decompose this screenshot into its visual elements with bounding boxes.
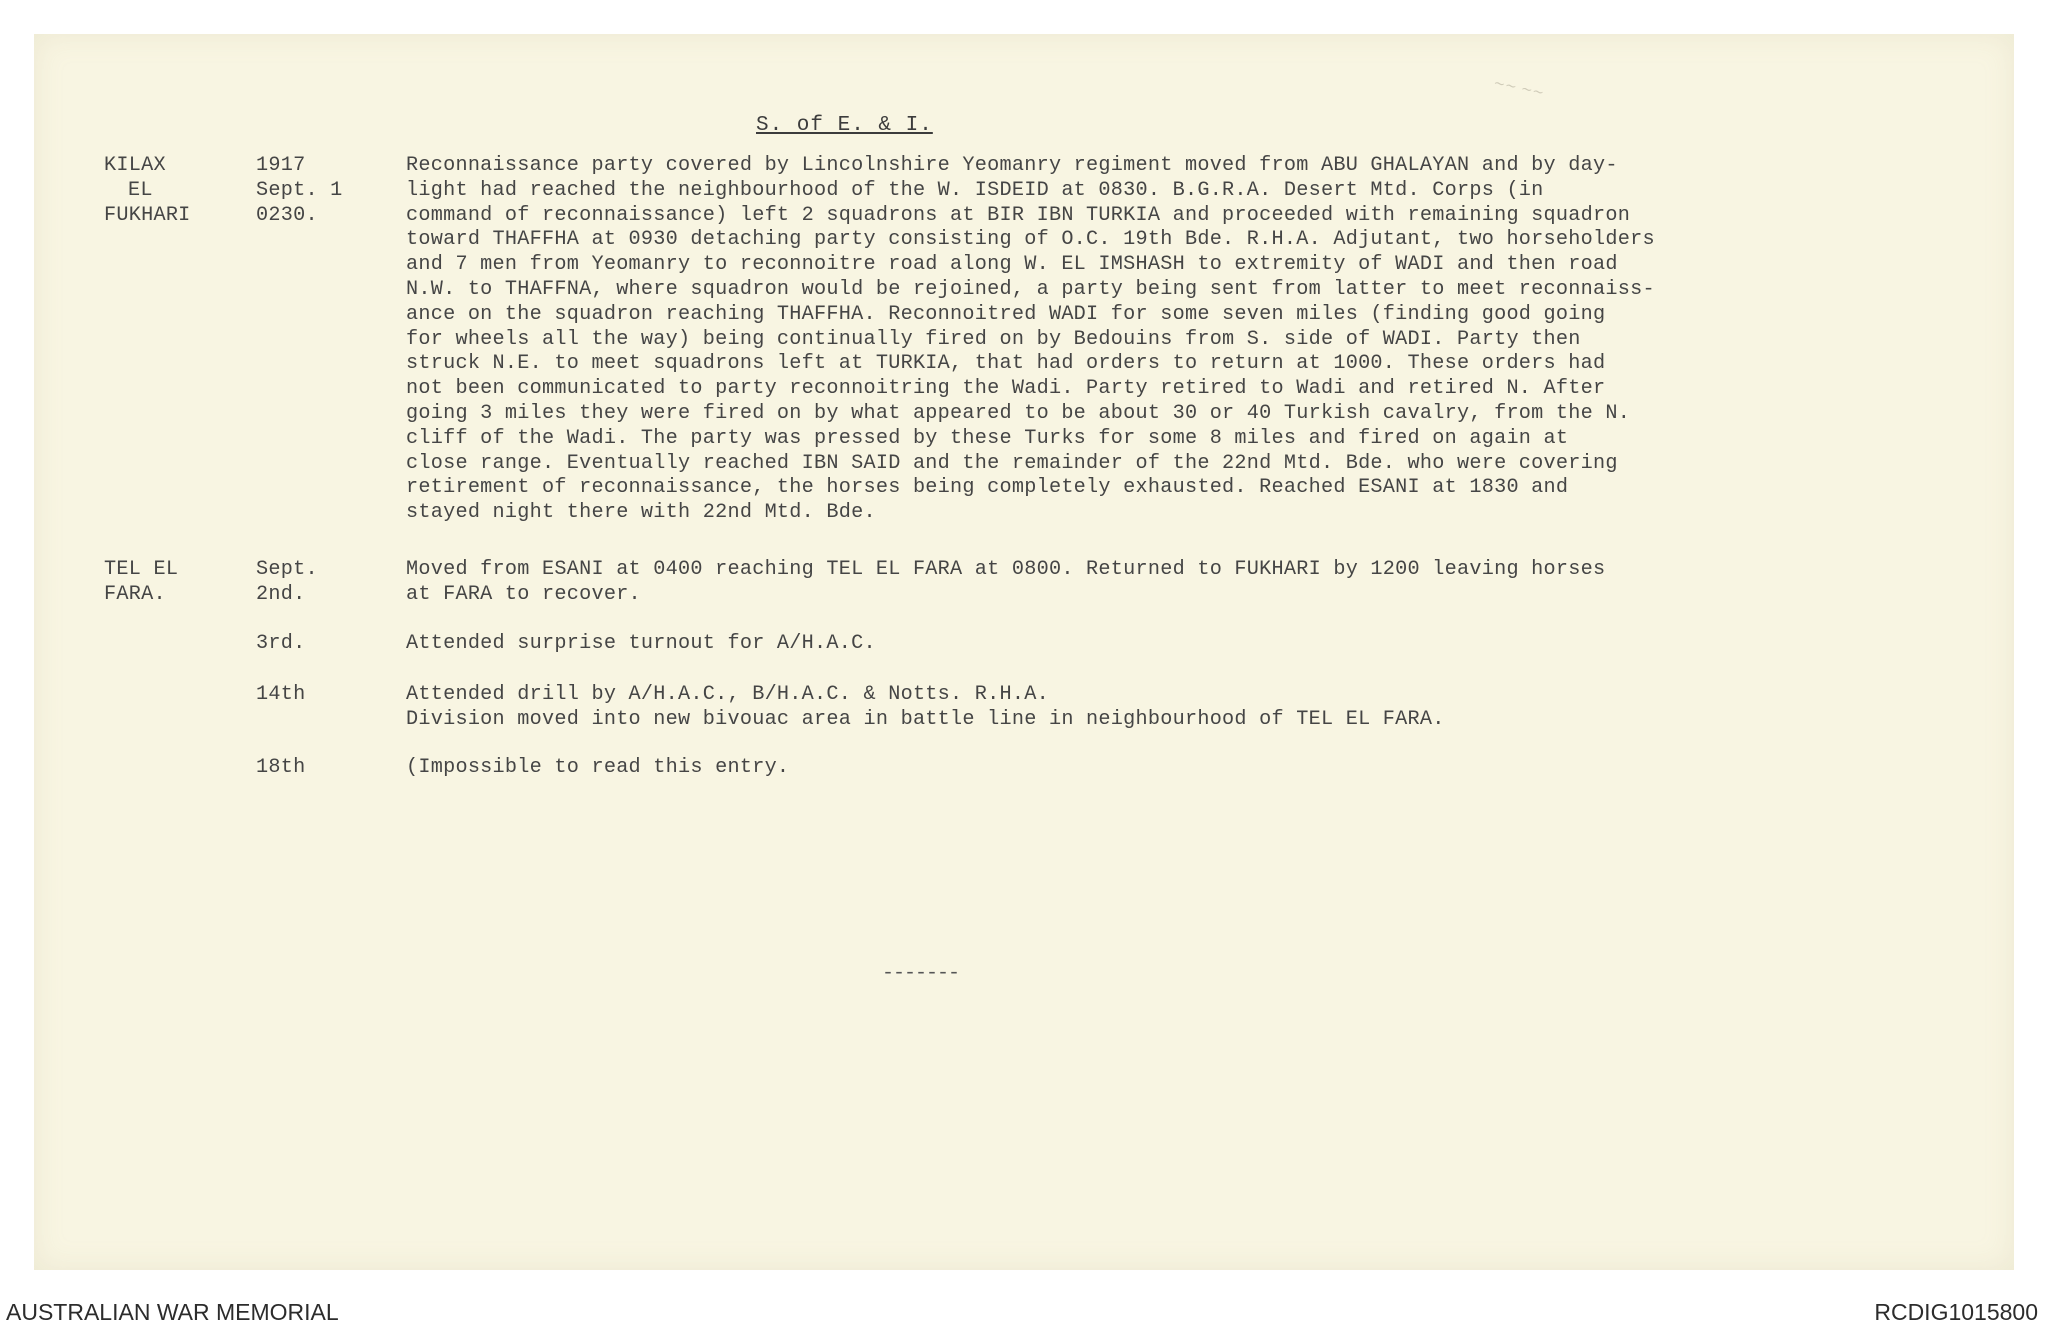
text-line: close range. Eventually reached IBN SAID and the remainder of the 22nd Mtd. Bde. who were covering (406, 451, 1618, 475)
entry-text (406, 683, 1916, 733)
text-line: retirement of reconnaissance, the horses being completely exhausted. Reached ESANI at 1830 and (406, 476, 1569, 500)
document-title: S. of E. & I. (756, 114, 933, 137)
text-line: stayed night there with 22nd Mtd. Bde. (406, 501, 876, 525)
text-line: Moved from ESANI at 0400 reaching TEL EL FARA at 0800. Returned to FUKHARI by 1200 leaving horses (406, 558, 1606, 581)
text-line: for wheels all the way) being continually fired on by Bedouins from S. side of WADI. Party then (406, 327, 1581, 351)
date-line: 2nd. (256, 582, 306, 606)
text-line: and 7 men from Yeomanry to reconnoitre road along W. EL IMSHASH to extremity of WADI and then road (406, 253, 1618, 277)
date-line: Sept. 1 (256, 178, 343, 202)
text-line: command of reconnaissance) left 2 squadrons at BIR IBN TURKIA and proceeded with remaining squadron (406, 203, 1631, 227)
end-mark: ------- (882, 962, 960, 985)
entry-date (256, 154, 376, 228)
text-line: Reconnaissance party covered by Lincolnshire Yeomanry regiment moved from ABU GHALAYAN and by day- (406, 154, 1618, 177)
entry-text (406, 558, 1916, 608)
entry-text (406, 154, 1916, 526)
date-line: 3rd. (256, 632, 306, 655)
date-line: 18th (256, 756, 306, 779)
place-line: TEL EL (104, 558, 179, 581)
entry-date (256, 558, 376, 608)
footer-id: RCDIG1015800 (1874, 1299, 2038, 1325)
text-line: light had reached the neighbourhood of the W. ISDEID at 0830. B.G.R.A. Desert Mtd. Corps (in (406, 178, 1544, 202)
date-line: 0230. (256, 203, 318, 227)
text-line: (Impossible to read this entry. (406, 756, 790, 779)
entry-place (104, 558, 244, 608)
text-line: Attended surprise turnout for A/H.A.C. (406, 632, 876, 655)
place-line: KILAX (104, 154, 166, 177)
entry-date (256, 683, 376, 708)
text-line: Attended drill by A/H.A.C., B/H.A.C. & Notts. R.H.A. (406, 683, 1049, 706)
pencil-annotation: ~~ ~~ (1491, 74, 1546, 102)
text-line: not been communicated to party reconnoitring the Wadi. Party retired to Wadi and retired N. After (406, 377, 1606, 401)
text-line: at FARA to recover. (406, 582, 641, 606)
entry-place (104, 154, 244, 228)
date-line: 1917 (256, 154, 306, 177)
date-line: 14th (256, 683, 306, 706)
text-line: ance on the squadron reaching THAFFHA. Reconnoitred WADI for some seven miles (finding good going (406, 302, 1606, 326)
document-page (34, 34, 2014, 1270)
entry-date (256, 756, 376, 781)
text-line: cliff of the Wadi. The party was pressed by these Turks for some 8 miles and fired on again at (406, 426, 1569, 450)
text-line: N.W. to THAFFNA, where squadron would be rejoined, a party being sent from latter to meet reconnaiss- (406, 277, 1655, 301)
entry-date (256, 632, 376, 657)
text-line: going 3 miles they were fired on by what appeared to be about 30 or 40 Turkish cavalry, from the N. (406, 401, 1631, 425)
entry-text (406, 756, 1916, 781)
date-line: Sept. (256, 558, 318, 581)
text-line: toward THAFFHA at 0930 detaching party consisting of O.C. 19th Bde. R.H.A. Adjutant, two horseholders (406, 228, 1655, 252)
place-line: FARA. (104, 582, 166, 606)
place-line: EL (128, 178, 153, 202)
place-line: FUKHARI (104, 203, 191, 227)
entry-text (406, 632, 1916, 657)
text-line: Division moved into new bivouac area in battle line in neighbourhood of TEL EL FARA. (406, 707, 1445, 731)
footer-source: AUSTRALIAN WAR MEMORIAL (6, 1299, 339, 1325)
text-line: struck N.E. to meet squadrons left at TURKIA, that had orders to return at 1000. These orders had (406, 352, 1606, 376)
